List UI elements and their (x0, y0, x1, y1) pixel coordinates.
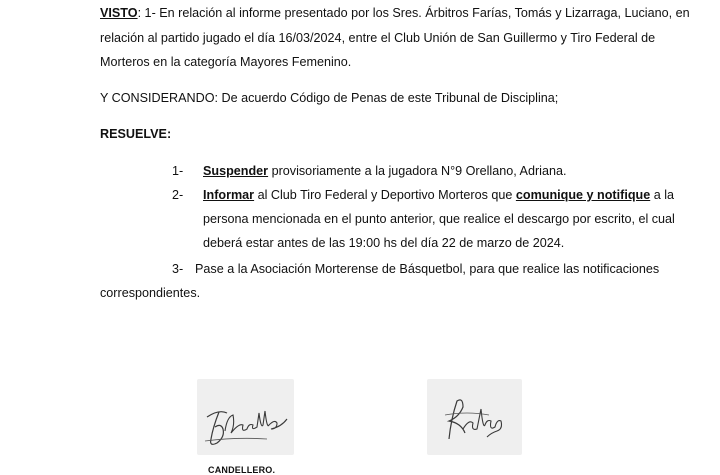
item-1-rest: provisoriamente a la jugadora N°9 Orellano, Adriana. (268, 164, 567, 178)
resuelve-heading: RESUELVE: (100, 127, 172, 141)
signature-scribble-2 (427, 379, 522, 455)
signature-scribble-1 (197, 379, 294, 455)
item-2-line-2: persona mencionada en el punto anterior, que realice el descargo por escrito, el cual (203, 212, 675, 226)
item-2-number: 2- (172, 188, 184, 202)
signature-image-2 (427, 379, 522, 455)
item-1-number: 1- (172, 164, 184, 178)
item-3-number: 3- (172, 262, 184, 276)
item-2-end: a la (650, 188, 675, 202)
item-3-line-2: correspondientes. (100, 286, 201, 300)
item-1-text (203, 163, 566, 179)
item-1-keyword: Suspender (203, 164, 269, 178)
visto-line-3: Morteros en la categoría Mayores Femenino. (100, 55, 352, 69)
signature-name-1: CANDELLERO. (208, 465, 276, 475)
visto-text: : 1- En relación al informe presentado por los Sres. Árbitros Farías, Tomás y Lizarraga, Luciano, en (137, 6, 690, 20)
item-2-keyword-2: comunique y notifique (515, 188, 651, 202)
item-2-line-3: deberá estar antes de las 19:00 hs del día 22 de marzo de 2024. (203, 236, 565, 250)
visto-line-1 (100, 5, 690, 21)
item-2-mid: al Club Tiro Federal y Deportivo Morteros que (254, 188, 516, 202)
considerando-paragraph: Y CONSIDERANDO: De acuerdo Código de Penas de este Tribunal de Disciplina; (100, 91, 559, 105)
signature-image-1 (197, 379, 294, 455)
item-2-keyword: Informar (203, 188, 255, 202)
item-2-line-1 (203, 187, 675, 203)
item-3-line-1: Pase a la Asociación Morterense de Básquetbol, para que realice las notificaciones (195, 262, 660, 276)
visto-label: VISTO (100, 6, 138, 20)
visto-line-2: relación al partido jugado el día 16/03/2024, entre el Club Unión de San Guillermo y Tiro Federal de (100, 31, 656, 45)
